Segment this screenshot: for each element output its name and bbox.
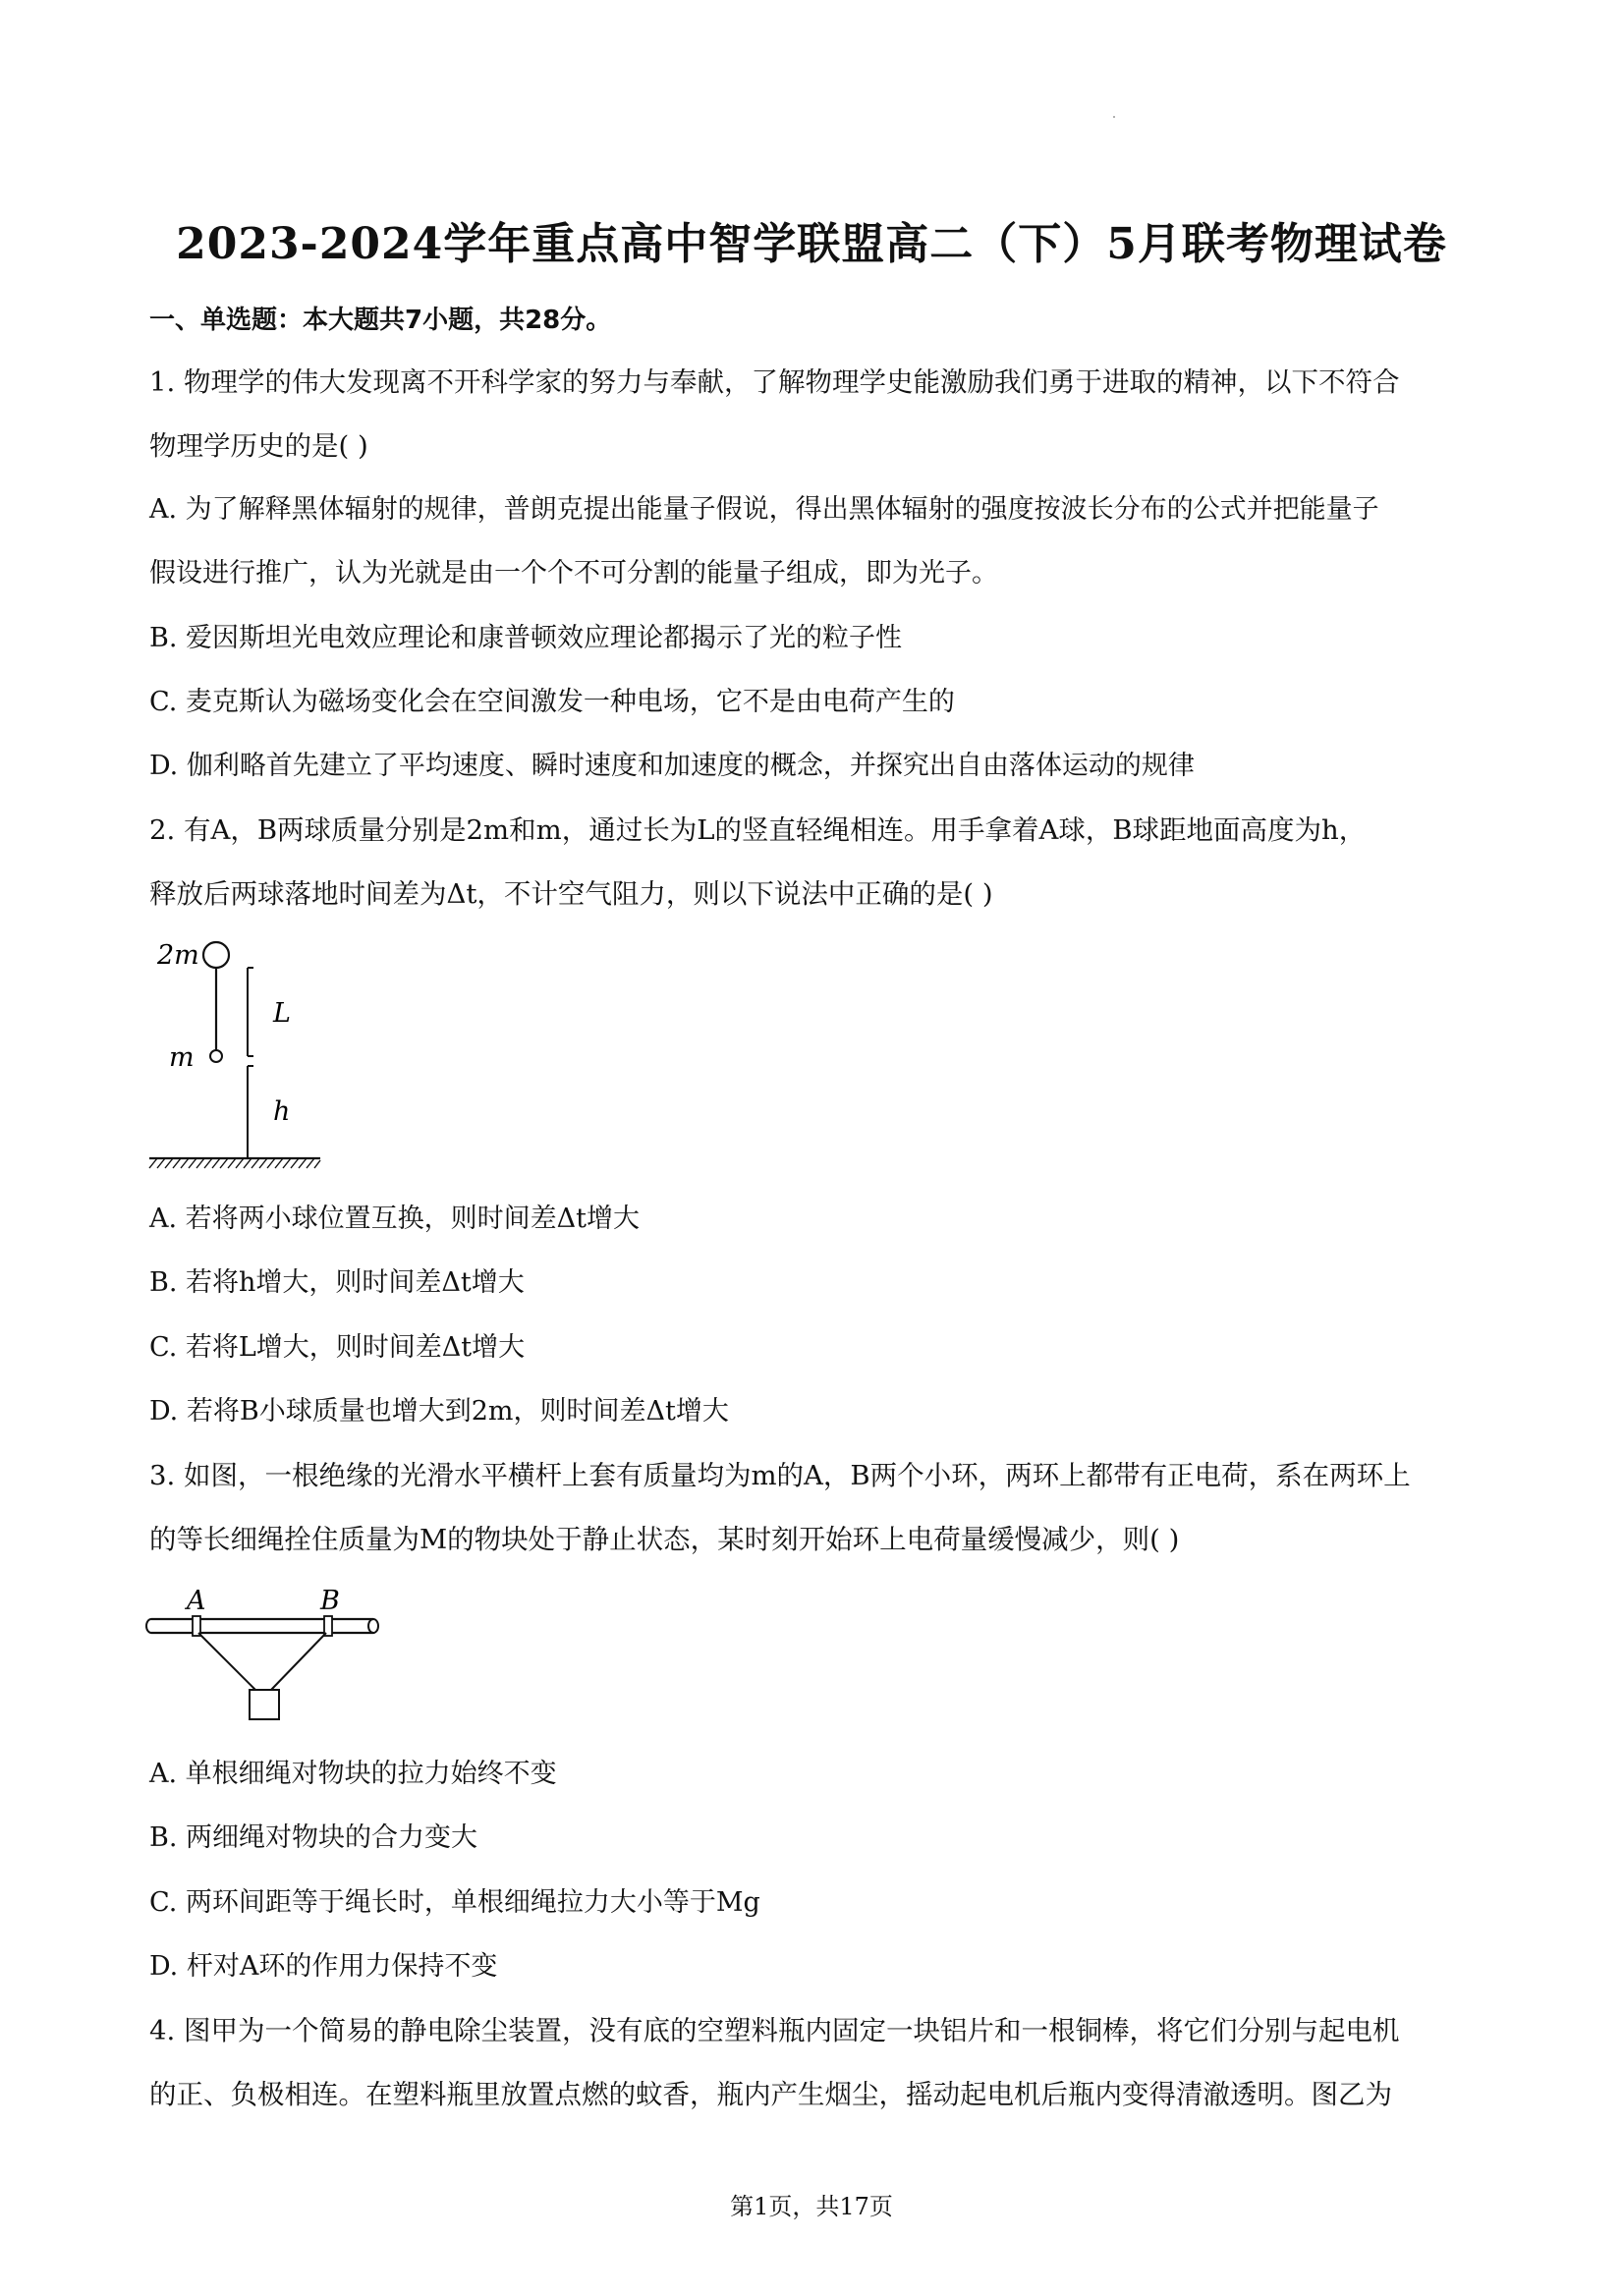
scan-speck bbox=[1113, 116, 1115, 118]
q3-option-c: C. 两环间距等于绳长时，单根细绳拉力大小等于Mg bbox=[149, 1887, 760, 1918]
q1-option-a-line-1: A. 为了解释黑体辐射的规律，普朗克提出能量子假说，得出黑体辐射的强度按波长分布的公式并把能量子 bbox=[149, 494, 1379, 525]
q2-stem-line-1: 2. 有A，B两球质量分别是2m和m，通过长为L的竖直轻绳相连。用手拿着A球，B球距地面高度为h， bbox=[149, 814, 1367, 846]
q2-stem-line-2: 释放后两球落地时间差为Δt，不计空气阻力，则以下说法中正确的是( ) bbox=[149, 878, 993, 910]
ground-hatching bbox=[149, 1158, 320, 1168]
q2-label-bottom-mass: m bbox=[169, 1042, 195, 1073]
q2-option-b: B. 若将h增大，则时间差Δt增大 bbox=[149, 1267, 525, 1298]
q4-stem-line-1: 4. 图甲为一个简易的静电除尘装置，没有底的空塑料瓶内固定一块铝片和一根铜棒，将它们分别与起电机 bbox=[149, 2015, 1400, 2046]
q2-option-c: C. 若将L增大，则时间差Δt增大 bbox=[149, 1332, 526, 1363]
q2-option-a: A. 若将两小球位置互换，则时间差Δt增大 bbox=[149, 1204, 641, 1234]
string-right bbox=[271, 1633, 326, 1690]
block-m bbox=[250, 1690, 279, 1719]
q2-figure-hanging-balls bbox=[138, 928, 334, 1174]
q1-option-b: B. 爱因斯坦光电效应理论和康普顿效应理论都揭示了光的粒子性 bbox=[149, 623, 903, 653]
q1-stem-line-2: 物理学历史的是( ) bbox=[149, 430, 368, 462]
q3-stem-line-1: 3. 如图，一根绝缘的光滑水平横杆上套有质量均为m的A，B两个小环，两环上都带有正电荷，系在两环上 bbox=[149, 1460, 1411, 1491]
q2-label-height: h bbox=[273, 1096, 291, 1127]
section-header: 一、单选题：本大题共7小题，共28分。 bbox=[149, 306, 612, 335]
q3-option-d: D. 杆对A环的作用力保持不变 bbox=[149, 1951, 498, 1982]
q1-option-a-line-2: 假设进行推广，认为光就是由一个个不可分割的能量子组成，即为光子。 bbox=[149, 558, 998, 588]
page-footer: 第1页，共17页 bbox=[730, 2193, 893, 2220]
ball-b bbox=[210, 1050, 222, 1062]
q1-option-d: D. 伽利略首先建立了平均速度、瞬时速度和加速度的概念，并探究出自由落体运动的规律 bbox=[149, 751, 1195, 781]
q1-option-c: C. 麦克斯认为磁场变化会在空间激发一种电场，它不是由电荷产生的 bbox=[149, 687, 955, 717]
page-title: 2023-2024学年重点高中智学联盟高二（下）5月联考物理试卷 bbox=[176, 219, 1447, 269]
q2-label-top-mass: 2m bbox=[157, 940, 199, 971]
q2-option-d: D. 若将B小球质量也增大到2m，则时间差Δt增大 bbox=[149, 1396, 729, 1427]
q3-label-ring-a: A bbox=[187, 1586, 206, 1616]
ball-a bbox=[203, 942, 229, 968]
q3-label-ring-b: B bbox=[320, 1586, 340, 1616]
q3-option-b: B. 两细绳对物块的合力变大 bbox=[149, 1822, 478, 1853]
q3-figure-rings-on-rod bbox=[145, 1580, 381, 1727]
q3-stem-line-2: 的等长细绳拴住质量为M的物块处于静止状态，某时刻开始环上电荷量缓慢减少，则( ) bbox=[149, 1524, 1180, 1555]
q2-label-length: L bbox=[273, 998, 291, 1029]
q1-stem-line-1: 1. 物理学的伟大发现离不开科学家的努力与奉献，了解物理学史能激励我们勇于进取的精神，以下不符合 bbox=[149, 366, 1400, 398]
q3-option-a: A. 单根细绳对物块的拉力始终不变 bbox=[149, 1759, 557, 1789]
q4-stem-line-2: 的正、负极相连。在塑料瓶里放置点燃的蚊香，瓶内产生烟尘，摇动起电机后瓶内变得清澈透明。图乙为 bbox=[149, 2079, 1392, 2110]
string-left bbox=[198, 1633, 255, 1690]
